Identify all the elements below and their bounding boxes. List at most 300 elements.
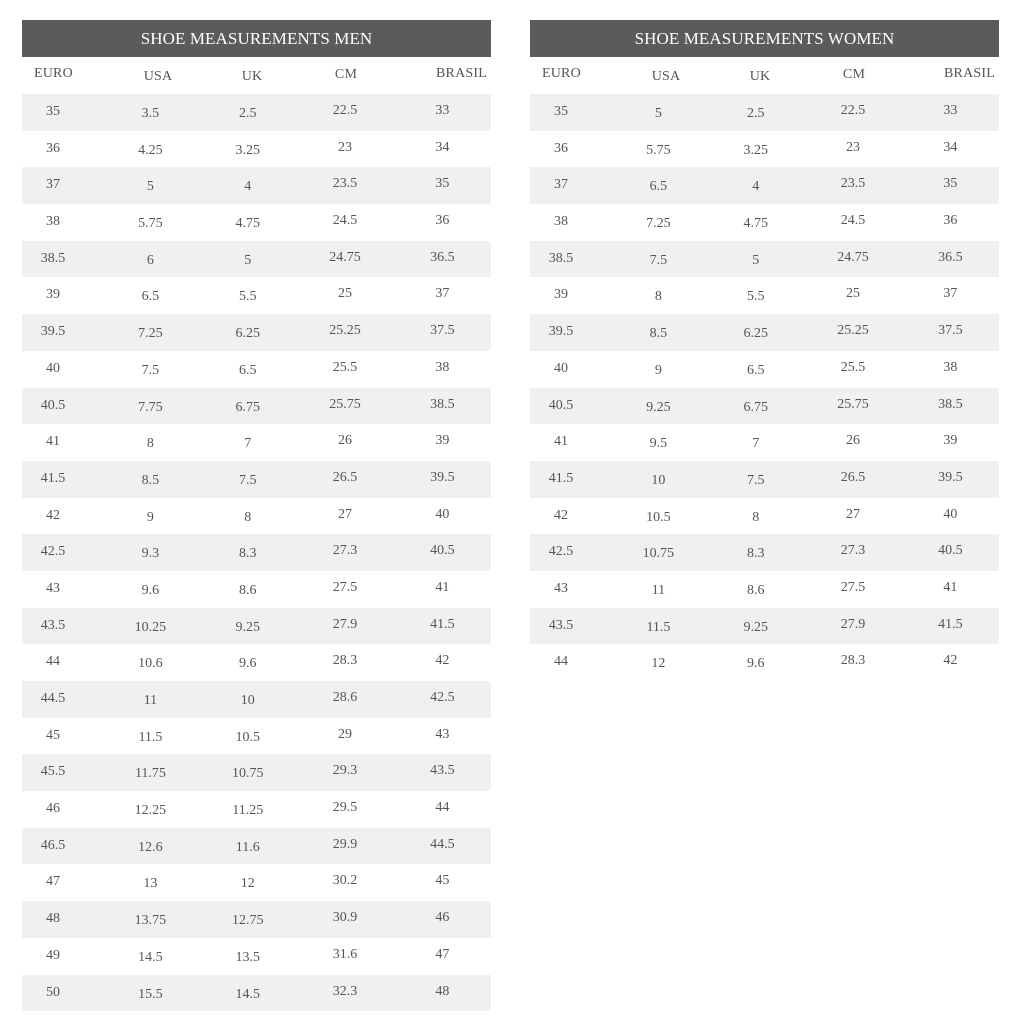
- men-cell-uk: 3.25: [235, 142, 260, 158]
- men-cell-brasil: 36: [435, 213, 450, 229]
- men-cell-euro: [22, 681, 102, 718]
- women-cell-uk: 7: [752, 436, 760, 452]
- men-cell-euro-value: 38: [46, 214, 60, 230]
- women-cell-usa: 8.5: [649, 326, 668, 342]
- men-cell-usa: 6: [146, 252, 154, 268]
- women-cell-brasil: 41: [943, 579, 958, 595]
- women-cell-euro-value: 43: [554, 580, 568, 596]
- table-row: [22, 938, 491, 975]
- men-cell-euro-value: 45: [46, 727, 60, 743]
- men-cell-usa: 5.75: [138, 216, 163, 232]
- men-cell-uk: 10: [240, 693, 255, 708]
- men-cell-cm: 29.9: [332, 836, 358, 852]
- table-row: [22, 608, 491, 645]
- men-cell-uk: 9.6: [238, 656, 257, 672]
- men-cell-usa: 12.6: [138, 839, 163, 855]
- men-cell-usa: 8.5: [141, 472, 160, 488]
- men-cell-usa: 6.5: [141, 289, 160, 305]
- table-row: [22, 828, 491, 865]
- men-cell-cm: 29.5: [332, 800, 358, 816]
- men-cell-cm: 25.5: [332, 359, 358, 375]
- men-cell-usa: 13: [143, 876, 158, 892]
- men-cell-cm: 25.75: [329, 396, 361, 412]
- men-cell-euro-value: 46: [46, 801, 60, 817]
- men-cell-cm: 23: [338, 139, 353, 155]
- men-cell-cm: 25: [338, 286, 353, 302]
- women-cell-usa: 9.5: [649, 436, 668, 452]
- men-cell-brasil: 41.5: [430, 616, 455, 632]
- men-cell-cm: 31.6: [332, 946, 358, 962]
- men-cell-usa: 5: [146, 179, 154, 195]
- women-cell-brasil: 38: [943, 359, 958, 375]
- men-cell-euro: [22, 571, 102, 608]
- men-cell-usa: 9: [146, 509, 154, 525]
- men-cell-euro-value: 48: [46, 911, 60, 927]
- women-cell-cm: 25.25: [837, 323, 869, 339]
- table-row: [530, 608, 999, 645]
- table-row: [530, 131, 999, 168]
- women-cell-euro-value: 44: [554, 654, 568, 670]
- men-cell-usa: 13.75: [134, 913, 167, 929]
- men-cell-euro: [22, 828, 102, 865]
- men-cell-brasil: 42.5: [430, 690, 455, 705]
- women-cell-euro: [530, 351, 610, 388]
- men-cell-euro-value: 44: [46, 654, 60, 670]
- men-cell-brasil: 46: [435, 910, 450, 926]
- table-row: [530, 424, 999, 461]
- men-cell-brasil: 43.5: [430, 763, 455, 779]
- women-cell-brasil: 38.5: [938, 396, 963, 412]
- men-cell-euro-value: 35: [46, 104, 60, 119]
- table-row: [22, 351, 491, 388]
- women-cell-euro: [530, 241, 610, 278]
- women-cell-usa: 11.5: [646, 619, 671, 635]
- men-cell-usa: 10.25: [134, 619, 167, 635]
- women-cell-usa: 7.5: [649, 252, 668, 268]
- men-cell-cm: 32.3: [332, 983, 358, 999]
- men-cell-euro-value: 40: [46, 360, 60, 376]
- women-cell-uk: 9.25: [743, 619, 768, 635]
- men-cell-euro: [22, 901, 102, 938]
- men-cell-brasil: 37.5: [430, 323, 455, 339]
- table-row: [530, 388, 999, 425]
- women-cell-uk: 9.6: [746, 656, 765, 672]
- men-cell-usa: 7.5: [141, 362, 160, 378]
- table-row: [22, 424, 491, 461]
- women-cell-cm: 23.5: [840, 176, 866, 192]
- men-cell-brasil: 41: [435, 579, 450, 595]
- men-cell-euro: [22, 938, 102, 975]
- women-header-uk: UK: [749, 69, 771, 84]
- men-cell-cm: 27.5: [332, 579, 358, 595]
- women-cell-brasil: 37: [943, 286, 958, 302]
- women-cell-uk: 2.5: [746, 106, 765, 121]
- men-cell-uk: 5: [244, 252, 252, 268]
- men-cell-usa: 11.5: [138, 729, 163, 745]
- men-cell-euro: [22, 424, 102, 461]
- women-cell-brasil: 37.5: [938, 323, 963, 339]
- women-cell-euro: [530, 571, 610, 608]
- women-header-cm: CM: [842, 67, 866, 82]
- men-cell-cm: 24.5: [332, 213, 358, 229]
- women-cell-euro: [530, 608, 610, 645]
- women-cell-euro: [530, 314, 610, 351]
- men-cell-uk: 11.6: [235, 839, 260, 855]
- women-cell-usa: 10.5: [646, 509, 671, 525]
- men-cell-euro-value: 37: [46, 177, 60, 193]
- men-cell-brasil: 44: [435, 800, 450, 816]
- men-cell-brasil: 38.5: [430, 396, 455, 412]
- men-cell-uk: 12.75: [231, 913, 264, 929]
- women-cell-uk: 8.3: [746, 546, 765, 562]
- table-row: [22, 314, 491, 351]
- men-cell-euro-value: 41: [46, 434, 60, 450]
- women-cell-euro-value: 38.5: [548, 250, 574, 266]
- men-header-row: [22, 57, 491, 94]
- women-cell-uk: 6.5: [746, 362, 765, 378]
- women-cell-euro-value: 41: [554, 434, 568, 450]
- men-cell-euro: [22, 131, 102, 168]
- men-cell-uk: 7.5: [238, 472, 257, 488]
- men-cell-brasil: 35: [435, 176, 450, 192]
- men-cell-uk: 8.3: [238, 546, 257, 562]
- men-cell-brasil: 40.5: [430, 543, 455, 559]
- women-cell-brasil: 35: [943, 176, 958, 192]
- men-table-body: [22, 94, 491, 1011]
- men-cell-cm: 22.5: [332, 103, 358, 118]
- men-cell-euro-value: 43: [46, 580, 60, 596]
- women-cell-euro: [530, 498, 610, 535]
- men-cell-euro: [22, 498, 102, 535]
- women-header-row: [530, 57, 999, 94]
- women-size-table: [530, 20, 999, 681]
- table-row: [530, 498, 999, 535]
- women-cell-euro: [530, 424, 610, 461]
- women-cell-euro-value: 43.5: [548, 617, 574, 633]
- men-cell-euro: [22, 277, 102, 314]
- table-row: [530, 277, 999, 314]
- table-row: [22, 277, 491, 314]
- men-cell-euro: [22, 864, 102, 901]
- men-cell-cm: 27: [338, 506, 353, 522]
- women-cell-cm: 25.75: [837, 396, 869, 412]
- men-cell-euro: [22, 534, 102, 571]
- women-cell-euro-value: 38: [554, 214, 568, 230]
- women-cell-usa: 8: [654, 289, 662, 305]
- men-cell-cm: 26.5: [332, 469, 358, 485]
- men-cell-euro: [22, 388, 102, 425]
- women-cell-euro-value: 42: [554, 507, 568, 523]
- table-row: [22, 864, 491, 901]
- men-cell-brasil: 47: [435, 946, 450, 962]
- women-cell-brasil: 39.5: [938, 469, 963, 485]
- men-size-table: [22, 20, 491, 1011]
- men-header-uk: UK: [241, 69, 263, 84]
- table-row: [22, 131, 491, 168]
- men-cell-brasil: 39.5: [430, 469, 455, 485]
- women-cell-uk: 4.75: [743, 216, 768, 232]
- women-cell-cm: 27.9: [840, 616, 866, 632]
- men-cell-euro-value: 41.5: [40, 470, 66, 486]
- table-row: [530, 534, 999, 571]
- men-cell-euro-value: 45.5: [40, 764, 66, 780]
- women-cell-uk: 3.25: [743, 142, 768, 158]
- men-cell-uk: 9.25: [235, 619, 260, 635]
- table-row: [530, 644, 999, 681]
- men-cell-usa: 15.5: [138, 986, 163, 1002]
- men-cell-euro: [22, 204, 102, 241]
- table-row: [22, 534, 491, 571]
- women-cell-euro-value: 39.5: [548, 324, 574, 340]
- men-cell-cm: 30.9: [332, 910, 358, 926]
- women-cell-usa: 11: [651, 582, 666, 598]
- women-header-brasil: BRASIL: [944, 66, 995, 81]
- table-row: [530, 241, 999, 278]
- table-row: [22, 754, 491, 791]
- men-cell-euro: [22, 351, 102, 388]
- men-cell-euro: [22, 241, 102, 278]
- table-row: [530, 314, 999, 351]
- women-cell-brasil: 42: [943, 653, 958, 669]
- table-row: [22, 718, 491, 755]
- women-cell-brasil: 34: [943, 139, 958, 155]
- men-cell-euro: [22, 314, 102, 351]
- women-cell-euro-value: 35: [554, 104, 568, 119]
- men-header-brasil: BRASIL: [436, 66, 487, 81]
- men-cell-usa: 14.5: [138, 949, 163, 965]
- table-row: [530, 571, 999, 608]
- table-row: [530, 204, 999, 241]
- women-cell-cm: 28.3: [840, 653, 866, 669]
- women-cell-uk: 5: [752, 252, 760, 268]
- women-cell-cm: 23: [846, 139, 861, 155]
- men-cell-cm: 29.3: [332, 763, 358, 779]
- women-cell-euro-value: 40: [554, 360, 568, 376]
- men-cell-euro-value: 38.5: [40, 250, 66, 266]
- men-cell-usa: 12.25: [134, 803, 167, 819]
- table-row: [22, 94, 491, 131]
- men-cell-cm: 30.2: [332, 873, 358, 889]
- men-cell-uk: 10.5: [235, 729, 260, 745]
- men-cell-euro-value: 49: [46, 947, 60, 963]
- women-cell-cm: 26: [846, 433, 861, 449]
- women-cell-cm: 26.5: [840, 469, 866, 485]
- women-header-usa: USA: [651, 69, 681, 84]
- women-cell-usa: 10: [651, 472, 666, 488]
- men-cell-uk: 12: [240, 876, 255, 892]
- men-cell-euro: [22, 94, 102, 131]
- men-cell-cm: 29: [338, 726, 353, 742]
- men-cell-brasil: 38: [435, 359, 450, 375]
- women-cell-euro: [530, 534, 610, 571]
- men-cell-uk: 5.5: [238, 289, 257, 305]
- women-cell-brasil: 41.5: [938, 616, 963, 632]
- women-cell-uk: 5.5: [746, 289, 765, 305]
- men-header-euro: EURO: [34, 66, 73, 81]
- men-cell-uk: 4: [244, 179, 252, 195]
- women-cell-brasil: 33: [943, 103, 958, 118]
- men-cell-euro-value: 39.5: [40, 324, 66, 340]
- men-cell-euro: [22, 791, 102, 828]
- men-cell-euro: [22, 975, 102, 1012]
- women-cell-usa: 5: [654, 106, 662, 121]
- men-cell-cm: 25.25: [329, 323, 361, 339]
- women-cell-uk: 8.6: [746, 582, 765, 598]
- table-row: [530, 167, 999, 204]
- men-cell-cm: 23.5: [332, 176, 358, 192]
- men-cell-uk: 14.5: [235, 986, 260, 1002]
- women-cell-euro: [530, 644, 610, 681]
- women-cell-euro: [530, 277, 610, 314]
- women-cell-cm: 24.75: [837, 249, 869, 265]
- table-row: [22, 204, 491, 241]
- women-table-body: [530, 94, 999, 681]
- men-cell-euro: [22, 754, 102, 791]
- women-cell-euro: [530, 388, 610, 425]
- men-cell-usa: 4.25: [138, 142, 163, 158]
- women-cell-usa: 10.75: [642, 546, 675, 562]
- men-cell-brasil: 36.5: [430, 249, 455, 265]
- men-cell-brasil: 43: [435, 726, 450, 742]
- table-row: [22, 901, 491, 938]
- table-row: [22, 644, 491, 681]
- men-cell-usa: 11: [143, 693, 158, 708]
- men-cell-euro-value: 46.5: [40, 837, 66, 853]
- women-cell-cm: 24.5: [840, 213, 866, 229]
- women-cell-usa: 9: [654, 362, 662, 378]
- women-cell-euro-value: 36: [554, 140, 568, 156]
- men-cell-euro: [22, 461, 102, 498]
- women-cell-usa: 6.5: [649, 179, 668, 195]
- women-cell-usa: 7.25: [646, 216, 671, 232]
- women-cell-brasil: 40: [943, 506, 958, 522]
- table-row: [22, 388, 491, 425]
- men-cell-brasil: 33: [435, 103, 450, 118]
- men-header-usa: USA: [143, 69, 173, 84]
- men-cell-uk: 8.6: [238, 582, 257, 598]
- women-cell-cm: 22.5: [840, 103, 866, 118]
- men-cell-uk: 10.75: [231, 766, 264, 782]
- men-cell-euro: [22, 608, 102, 645]
- men-cell-uk: 6.75: [235, 399, 260, 415]
- men-cell-euro: [22, 718, 102, 755]
- men-cell-euro-value: 47: [46, 874, 60, 890]
- table-row: [22, 571, 491, 608]
- men-cell-uk: 4.75: [235, 216, 260, 232]
- women-cell-cm: 25.5: [840, 359, 866, 375]
- men-cell-uk: 7: [244, 436, 252, 452]
- men-cell-euro: [22, 167, 102, 204]
- table-row: [530, 461, 999, 498]
- women-cell-brasil: 36: [943, 213, 958, 229]
- men-cell-euro-value: 43.5: [40, 617, 66, 633]
- men-cell-usa: 9.3: [141, 546, 160, 562]
- women-cell-brasil: 40.5: [938, 543, 963, 559]
- table-row: [22, 791, 491, 828]
- men-cell-usa: 9.6: [141, 582, 160, 598]
- women-cell-usa: 12: [651, 656, 666, 672]
- men-cell-cm: 28.6: [332, 690, 358, 705]
- men-cell-euro-value: 36: [46, 140, 60, 156]
- men-cell-euro-value: 42: [46, 507, 60, 523]
- women-cell-euro: [530, 167, 610, 204]
- table-row: [22, 241, 491, 278]
- men-cell-euro-value: 39: [46, 287, 60, 303]
- women-cell-cm: 27.3: [840, 543, 866, 559]
- women-table-title: SHOE MEASUREMENTS WOMEN: [530, 20, 999, 57]
- women-cell-euro: [530, 94, 610, 131]
- men-cell-brasil: 48: [435, 983, 450, 999]
- table-row: [22, 681, 491, 718]
- men-cell-euro-value: 42.5: [40, 544, 66, 560]
- men-header-cm: CM: [334, 67, 358, 82]
- women-cell-euro: [530, 131, 610, 168]
- women-cell-brasil: 36.5: [938, 249, 963, 265]
- women-cell-usa: 5.75: [646, 142, 671, 158]
- men-cell-cm: 26: [338, 433, 353, 449]
- men-cell-euro: [22, 644, 102, 681]
- men-cell-usa: 7.25: [138, 326, 163, 342]
- men-cell-brasil: 44.5: [430, 836, 455, 852]
- men-cell-usa: 8: [146, 436, 154, 452]
- men-cell-brasil: 34: [435, 139, 450, 155]
- women-cell-cm: 27.5: [840, 579, 866, 595]
- men-cell-usa: 10.6: [138, 656, 163, 672]
- men-cell-euro-value: 50: [46, 984, 60, 1000]
- women-cell-uk: 8: [752, 509, 760, 525]
- men-cell-brasil: 40: [435, 506, 450, 522]
- men-cell-brasil: 42: [435, 653, 450, 669]
- women-cell-euro-value: 37: [554, 177, 568, 193]
- men-cell-euro-value: 40.5: [40, 397, 66, 413]
- men-cell-cm: 28.3: [332, 653, 358, 669]
- men-cell-cm: 24.75: [329, 249, 361, 265]
- table-row: [22, 975, 491, 1012]
- table-row: [22, 498, 491, 535]
- women-cell-euro-value: 39: [554, 287, 568, 303]
- men-cell-uk: 6.25: [235, 326, 260, 342]
- table-row: [530, 351, 999, 388]
- women-cell-euro-value: 42.5: [548, 544, 574, 560]
- men-cell-euro-value: 44.5: [40, 691, 66, 706]
- men-cell-uk: 11.25: [232, 803, 264, 819]
- women-cell-uk: 7.5: [746, 472, 765, 488]
- men-cell-usa: 7.75: [138, 399, 163, 415]
- men-cell-uk: 8: [244, 509, 252, 525]
- women-cell-uk: 4: [752, 179, 760, 195]
- men-cell-cm: 27.3: [332, 543, 358, 559]
- women-cell-uk: 6.25: [743, 326, 768, 342]
- men-cell-uk: 2.5: [238, 106, 257, 121]
- men-cell-cm: 27.9: [332, 616, 358, 632]
- women-cell-cm: 25: [846, 286, 861, 302]
- table-row: [22, 167, 491, 204]
- women-header-euro: EURO: [542, 66, 581, 81]
- women-cell-uk: 6.75: [743, 399, 768, 415]
- men-cell-usa: 11.75: [134, 766, 166, 782]
- men-cell-brasil: 45: [435, 873, 450, 889]
- table-row: [530, 94, 999, 131]
- women-cell-euro-value: 41.5: [548, 470, 574, 486]
- table-row: [22, 461, 491, 498]
- women-cell-euro: [530, 461, 610, 498]
- women-cell-euro-value: 40.5: [548, 397, 574, 413]
- men-cell-uk: 6.5: [238, 362, 257, 378]
- men-cell-uk: 13.5: [235, 949, 260, 965]
- women-cell-usa: 9.25: [646, 399, 671, 415]
- women-cell-brasil: 39: [943, 433, 958, 449]
- women-cell-cm: 27: [846, 506, 861, 522]
